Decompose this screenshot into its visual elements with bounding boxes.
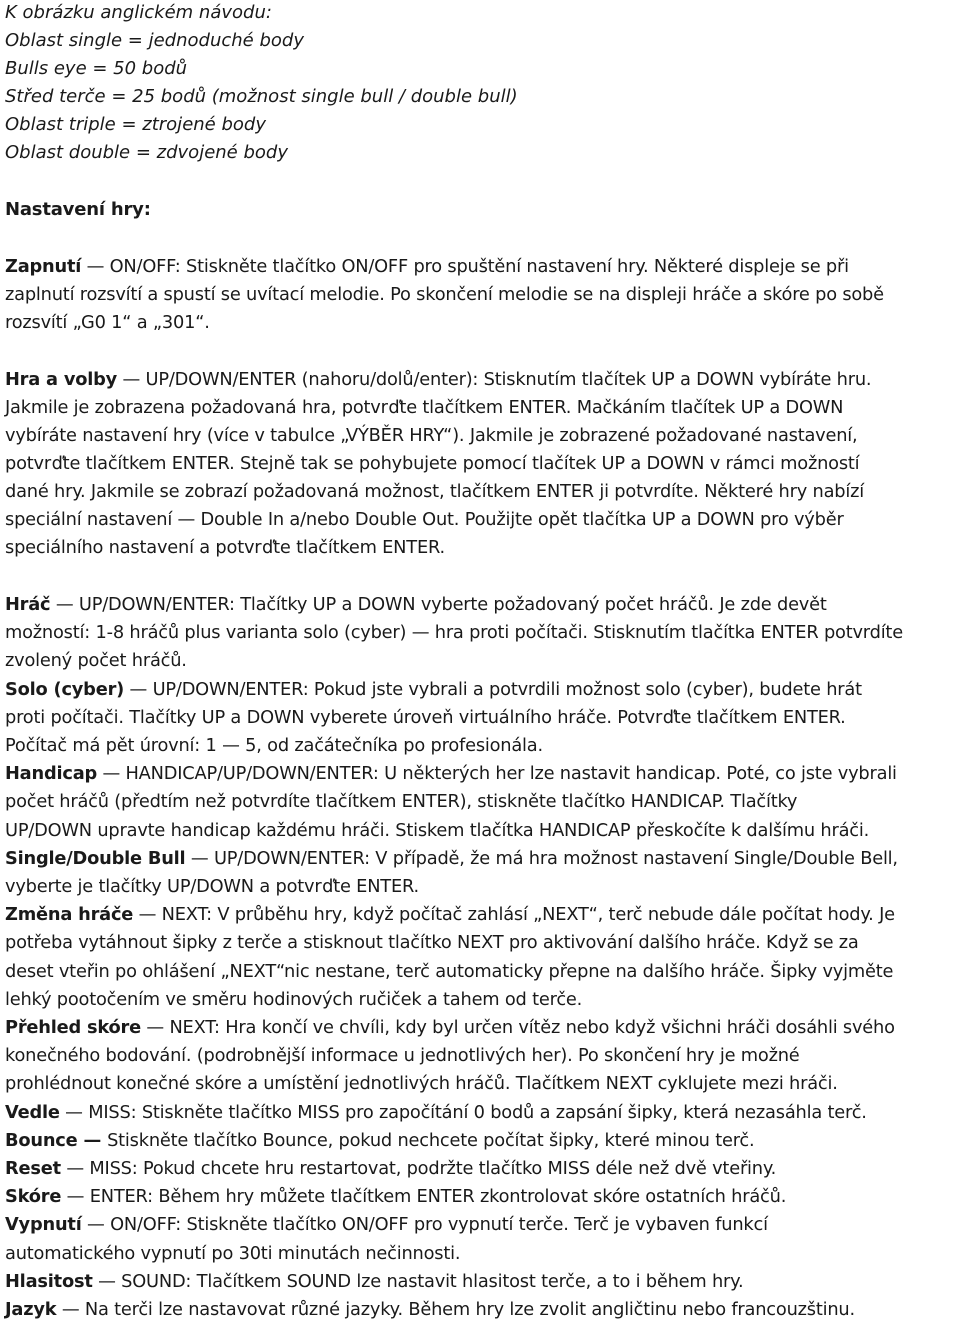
line-text: K obrázku anglickém návodu: bbox=[5, 2, 272, 23]
text-line bbox=[5, 1156, 776, 1182]
line-text: Nastavení hry: bbox=[5, 199, 151, 220]
intro-line bbox=[5, 28, 304, 54]
term-label: Přehled skóre bbox=[5, 1017, 141, 1038]
text-line bbox=[5, 1184, 786, 1210]
line-text: — NEXT: Hra končí ve chvíli, kdy byl určen vítěz nebo když všichni hráči dosáhli svého bbox=[140, 1017, 895, 1038]
term-label: Solo (cyber) bbox=[5, 679, 125, 700]
text-line bbox=[5, 1043, 800, 1069]
text-line bbox=[5, 282, 884, 308]
text-line bbox=[5, 846, 898, 872]
line-text: UP/DOWN upravte handicap každému hráči. Stiskem tlačítka HANDICAP přeskočíte k dalšímu hráči. bbox=[5, 820, 870, 841]
text-line bbox=[5, 818, 869, 844]
term-label: Zapnutí bbox=[5, 256, 82, 277]
line-text: prohlédnout konečné skóre a umístění jednotlivých hráčů. Tlačítkem NEXT cyklujete mezi hráči. bbox=[5, 1073, 838, 1094]
line-text: — NEXT: V průběhu hry, když počítač zahlásí „NEXT“, terč nebude dále počítat hody. Je bbox=[133, 904, 895, 925]
line-text: — HANDICAP/UP/DOWN/ENTER: U některých her lze nastavit handicap. Poté, co jste vybrali bbox=[97, 763, 897, 784]
line-text: Bulls eye = 50 bodů bbox=[5, 58, 188, 79]
line-text: Počítač má pět úrovní: 1 — 5, od začátečníka po profesionála. bbox=[5, 735, 543, 756]
term-label: Hráč bbox=[5, 594, 51, 615]
term-label: Single/Double Bull bbox=[5, 848, 186, 869]
text-line bbox=[5, 648, 187, 674]
line-text: možností: 1-8 hráčů plus varianta solo (cyber) — hra proti počítači. Stisknutím tlačítka ENTER potvrdíte bbox=[5, 622, 903, 643]
term-label: Bounce bbox=[5, 1130, 78, 1151]
text-line bbox=[5, 1128, 754, 1154]
text-line bbox=[5, 395, 843, 421]
line-text: Oblast double = zdvojené body bbox=[5, 142, 288, 163]
line-text: proti počítači. Tlačítky UP a DOWN vyberete úroveň virtuálního hráče. Potvrďte tlačítkem ENTER. bbox=[5, 707, 846, 728]
intro-line bbox=[5, 84, 518, 110]
line-text: — UP/DOWN/ENTER (nahoru/dolů/enter): Stisknutím tlačítek UP a DOWN vybíráte hru. bbox=[117, 369, 872, 390]
text-line bbox=[5, 902, 895, 928]
term-label: Skóre bbox=[5, 1186, 62, 1207]
text-line bbox=[5, 930, 859, 956]
intro-line bbox=[5, 140, 288, 166]
line-text: — MISS: Pokud chcete hru restartovat, podržte tlačítko MISS déle než dvě vteřiny. bbox=[60, 1158, 777, 1179]
line-text: rozsvítí „G0 1“ a „301“. bbox=[5, 312, 210, 333]
term-label: Reset bbox=[5, 1158, 61, 1179]
line-text: — Na terči lze nastavovat různé jazyky. Během hry lze zvolit angličtinu nebo francouzštinu. bbox=[56, 1299, 855, 1320]
intro-line bbox=[5, 0, 272, 26]
text-line bbox=[5, 959, 893, 985]
line-text: — ENTER: Během hry můžete tlačítkem ENTER zkontrolovat skóre ostatních hráčů. bbox=[61, 1186, 787, 1207]
line-text: vyberte je tlačítky UP/DOWN a potvrďte ENTER. bbox=[5, 876, 419, 897]
text-line bbox=[5, 507, 844, 533]
text-line bbox=[5, 423, 858, 449]
line-text: potřeba vytáhnout šipky z terče a stisknout tlačítko NEXT pro aktivování dalšího hráče. Když se za bbox=[5, 932, 859, 953]
text-line bbox=[5, 1269, 743, 1295]
line-text: vybíráte nastavení hry (více v tabulce „VÝBĚR HRY“). Jakmile je zobrazené požadované nastavení, bbox=[5, 425, 858, 446]
text-line bbox=[5, 1100, 867, 1126]
line-text: — UP/DOWN/ENTER: V případě, že má hra možnost nastavení Single/Double Bell, bbox=[185, 848, 898, 869]
intro-line bbox=[5, 112, 266, 138]
line-text: deset vteřin po ohlášení „NEXT“nic nestane, terč automaticky přepne na dalšího hráče. Šipky vyjměte bbox=[5, 961, 894, 982]
term-label: Změna hráče bbox=[5, 904, 134, 925]
term-label: Jazyk bbox=[5, 1299, 57, 1320]
term-label: — bbox=[77, 1130, 108, 1151]
text-line bbox=[5, 451, 859, 477]
term-label: Hlasitost bbox=[5, 1271, 93, 1292]
line-text: Střed terče = 25 bodů (možnost single bull / double bull) bbox=[5, 86, 518, 107]
line-text: Jakmile je zobrazena požadovaná hra, potvrďte tlačítkem ENTER. Mačkáním tlačítek UP a DOWN bbox=[5, 397, 844, 418]
line-text: automatického vypnutí po 30ti minutách nečinnosti. bbox=[5, 1243, 461, 1264]
line-text: — UP/DOWN/ENTER: Tlačítky UP a DOWN vyberte požadovaný počet hráčů. Je zde devět bbox=[50, 594, 827, 615]
intro-line bbox=[5, 56, 187, 82]
term-label: Hra a volby bbox=[5, 369, 118, 390]
line-text: — ON/OFF: Stiskněte tlačítko ON/OFF pro spuštění nastavení hry. Některé displeje se při bbox=[81, 256, 849, 277]
line-text: potvrďte tlačítkem ENTER. Stejně tak se pohybujete pomocí tlačítek UP a DOWN v rámci možností bbox=[5, 453, 860, 474]
text-line bbox=[5, 1241, 460, 1267]
text-line bbox=[5, 677, 862, 703]
line-text: Stiskněte tlačítko Bounce, pokud nechcete počítat šipky, které minou terč. bbox=[107, 1130, 755, 1151]
text-line bbox=[5, 789, 797, 815]
line-text: Oblast single = jednoduché body bbox=[5, 30, 304, 51]
text-line bbox=[5, 535, 445, 561]
text-line bbox=[5, 310, 210, 336]
line-text: lehký pootočením ve směru hodinových ručiček a tahem od terče. bbox=[5, 989, 583, 1010]
text-line bbox=[5, 1015, 895, 1041]
text-line bbox=[5, 620, 903, 646]
line-text: speciální nastavení — Double In a/nebo Double Out. Použijte opět tlačítka UP a DOWN pro výběr bbox=[5, 509, 844, 530]
text-line bbox=[5, 987, 582, 1013]
text-line bbox=[5, 367, 871, 393]
text-line bbox=[5, 1071, 838, 1097]
term-label: Vedle bbox=[5, 1102, 60, 1123]
line-text: speciálního nastavení a potvrďte tlačítkem ENTER. bbox=[5, 537, 445, 558]
line-text: konečného bodování. (podrobnější informace u jednotlivých her). Po skončení hry je možné bbox=[5, 1045, 800, 1066]
text-line bbox=[5, 592, 827, 618]
section-heading bbox=[5, 197, 151, 223]
text-line bbox=[5, 733, 543, 759]
line-text: Oblast triple = ztrojené body bbox=[5, 114, 266, 135]
text-line bbox=[5, 874, 419, 900]
term-label: Handicap bbox=[5, 763, 98, 784]
line-text: — UP/DOWN/ENTER: Pokud jste vybrali a potvrdili možnost solo (cyber), budete hrát bbox=[124, 679, 862, 700]
line-text: zvolený počet hráčů. bbox=[5, 650, 187, 671]
line-text: dané hry. Jakmile se zobrazí požadovaná možnost, tlačítkem ENTER ji potvrdíte. Některé hry nabízí bbox=[5, 481, 864, 502]
text-line bbox=[5, 705, 846, 731]
text-line bbox=[5, 1212, 768, 1238]
line-text: — SOUND: Tlačítkem SOUND lze nastavit hlasitost terče, a to i během hry. bbox=[92, 1271, 744, 1292]
text-line bbox=[5, 1297, 855, 1323]
text-line bbox=[5, 254, 849, 280]
term-label: Vypnutí bbox=[5, 1214, 82, 1235]
text-line bbox=[5, 479, 864, 505]
line-text: zaplnutí rozsvítí a spustí se uvítací melodie. Po skončení melodie se na displeji hráče a skóre po sobě bbox=[5, 284, 884, 305]
line-text: — MISS: Stiskněte tlačítko MISS pro započítání 0 bodů a zapsání šipky, která nezasáhla terč. bbox=[59, 1102, 867, 1123]
line-text: počet hráčů (předtím než potvrdíte tlačítkem ENTER), stiskněte tlačítko HANDICAP. Tlačítky bbox=[5, 791, 798, 812]
text-line bbox=[5, 761, 897, 787]
line-text: — ON/OFF: Stiskněte tlačítko ON/OFF pro vypnutí terče. Terč je vybaven funkcí bbox=[81, 1214, 768, 1235]
